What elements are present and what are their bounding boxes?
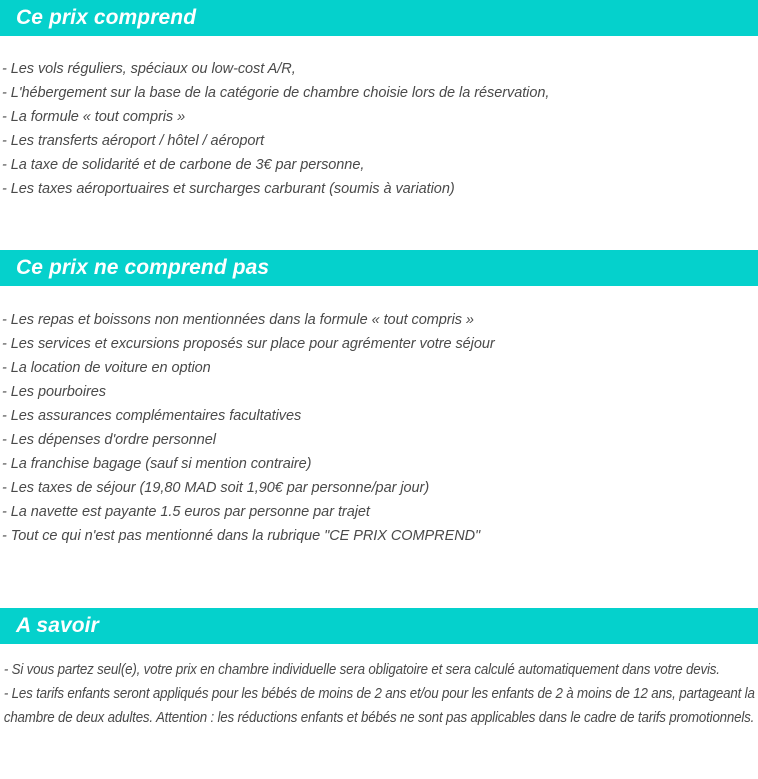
list-item: - Les repas et boissons non mentionnées dans la formule « tout compris » <box>2 312 474 328</box>
section-body-good-to-know <box>0 658 758 730</box>
list-item: - Les assurances complémentaires facultatives <box>2 408 302 424</box>
spacer-between-sections-2 <box>0 548 758 583</box>
spacer-after-header-2 <box>0 286 758 308</box>
list-item: - Les dépenses d'ordre personnel <box>2 432 216 448</box>
list-item: - Les taxes de séjour (19,80 MAD soit 1,90€ par personne/par jour) <box>2 480 430 496</box>
list-item: - Les vols réguliers, spéciaux ou low-cost A/R, <box>2 61 296 77</box>
list-item: - Les pourboires <box>2 384 106 400</box>
list-item: - Les services et excursions proposés sur place pour agrémenter votre séjour <box>2 336 495 352</box>
list-item: - Les transferts aéroport / hôtel / aéroport <box>2 133 265 149</box>
list-item: - La formule « tout compris » <box>2 109 186 125</box>
section-header-not-included: Ce prix ne comprend pas <box>0 250 758 286</box>
section-header-included: Ce prix comprend <box>0 0 758 36</box>
list-item: - La franchise bagage (sauf si mention contraire) <box>2 456 312 472</box>
list-item: - La navette est payante 1.5 euros par personne par trajet <box>2 504 370 520</box>
spacer-between-sections-1 <box>0 201 758 236</box>
list-item: - La location de voiture en option <box>2 360 211 376</box>
spacer-between-sections-2b <box>0 583 758 608</box>
list-item: - L'hébergement sur la base de la catégorie de chambre choisie lors de la réservation, <box>2 85 550 101</box>
list-item: - Tout ce qui n'est pas mentionné dans la rubrique "CE PRIX COMPREND" <box>2 528 481 544</box>
spacer-after-header-3 <box>0 644 758 658</box>
section-body-not-included <box>0 308 758 548</box>
spacer-between-sections-1b <box>0 236 758 250</box>
paragraph: - Les tarifs enfants seront appliqués pour les bébés de moins de 2 ans et/ou pour les enfants de 2 à moins de 12 ans, partageant la chambre de deux adultes. Attention : les réductions enfants et bébés ne sont pas applicables dans le cadre de tarifs promotionnels. <box>3 686 755 726</box>
paragraph: - Si vous partez seul(e), votre prix en chambre individuelle sera obligatoire et sera calculé automatiquement dans votre devis. <box>3 662 720 678</box>
list-item: - Les taxes aéroportuaires et surcharges carburant (soumis à variation) <box>2 181 455 197</box>
spacer-after-header-1 <box>0 36 758 57</box>
list-item: - La taxe de solidarité et de carbone de 3€ par personne, <box>2 157 365 173</box>
section-header-good-to-know: A savoir <box>0 608 758 644</box>
section-body-included <box>0 57 758 201</box>
